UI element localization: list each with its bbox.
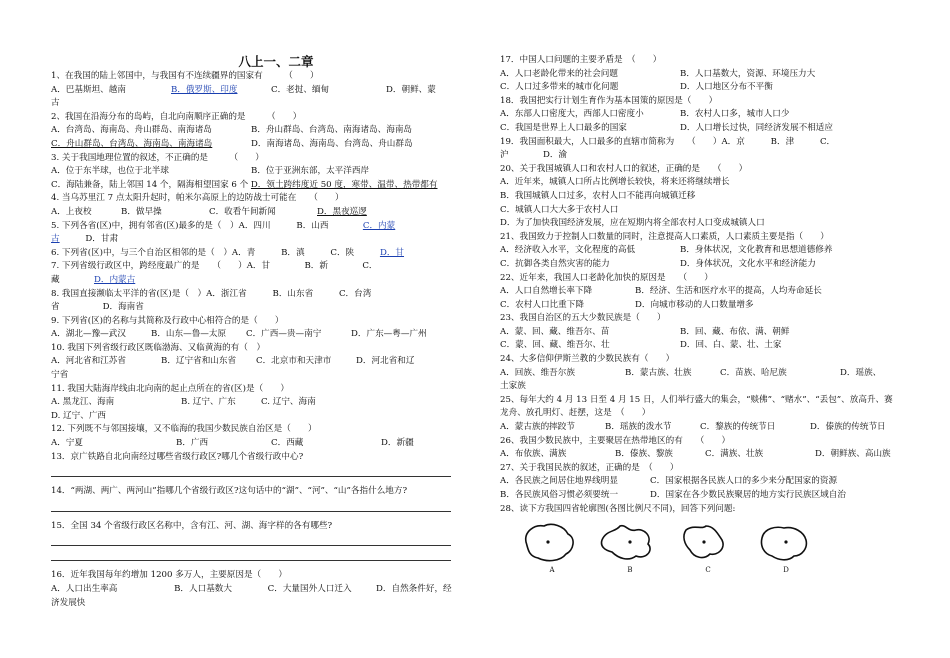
question-line: 9. 下列省(区)的名称与其简称及行政中心相符合的是（ ） [51, 315, 284, 326]
option: D．傣族的传统节日 [810, 422, 886, 433]
province-shape [761, 527, 806, 559]
question-line: 17．中国人口问题的主要矛盾是 （ ） [500, 55, 662, 65]
option-row [500, 489, 910, 503]
option: A．位于东半球，也位于北半球 [51, 166, 169, 177]
question-line: 5. 下列各省(区)中，拥有邻省(区)最多的是（ ）A．四川 B．山西 C．内蒙 [51, 220, 396, 231]
option: B．傣族、黎族 [615, 449, 673, 460]
option: B．做早操 [121, 206, 162, 217]
option: C．我国是世界上人口最多的国家 [500, 122, 627, 133]
question-line: 22、近年来，我国人口老龄化加快的原因是 （ ） [500, 272, 713, 283]
option-row [51, 396, 451, 410]
option-row [51, 84, 451, 98]
option: D．身体状况，文化水平和经济能力 [680, 258, 816, 269]
option: B．回、藏、布依、满、朝鲜 [680, 326, 790, 337]
option: A．人口出生率高 [51, 584, 118, 594]
question-line: 27、关于我国民族的叙述，正确的是 （ ） [500, 462, 679, 473]
option: A．上夜校 [51, 206, 92, 217]
question-line: D. 辽宁、广西 [51, 410, 107, 421]
option: B．人口基数大，资源、环境压力大 [680, 68, 816, 79]
option: D．南海诸岛、海南岛、台湾岛、舟山群岛 [251, 138, 413, 149]
left-questions [51, 70, 451, 610]
question-line: 15．全国 34 个省级行政区名称中，含有江、河、湖、海字样的各有哪些? [51, 520, 333, 531]
option: B. 辽宁、广东 [181, 397, 236, 408]
question-line: 23、我国自治区的五大少数民族是（ ） [500, 313, 666, 324]
question-line: 18．我国把实行计划生育作为基本国策的原因是（ ） [500, 95, 718, 106]
answer-line [51, 499, 451, 512]
option-row [500, 475, 910, 489]
option: C．老挝、缅甸 [271, 84, 330, 95]
option: C．西藏 [271, 438, 304, 449]
page-title: 八上一、二章 [238, 54, 314, 69]
option-row [500, 326, 910, 340]
question-line: 藏 D．内蒙古 [51, 274, 136, 285]
question-line: 4. 当乌苏里江 7 点太阳升起时，帕米尔高原上的边防战士可能在 （ ） [51, 193, 344, 204]
option-row [51, 355, 451, 369]
option: C．舟山群岛、台湾岛、海南岛、南海诸岛 [51, 138, 213, 149]
option: A．回族、维吾尔族 [500, 367, 575, 378]
question-line: 土家族 [500, 381, 526, 392]
province-map [598, 520, 662, 578]
option: C. 辽宁、海南 [261, 397, 316, 408]
option: A．湖北—豫—武汉 [51, 329, 126, 340]
option-row [500, 339, 910, 353]
question-line: 12. 下列既不与邻国接壤，又不临海的我国少数民族自治区是（ ） [51, 424, 317, 435]
option-row [500, 258, 910, 272]
left-column [51, 0, 451, 610]
capital-dot [546, 541, 549, 544]
option: B．舟山群岛、台湾岛、南海诸岛、海南岛 [251, 125, 413, 136]
option: A. 黑龙江、海南 [51, 397, 115, 408]
province-map [676, 520, 740, 578]
option: D．河北省和辽 [356, 356, 415, 367]
question-line: 10. 我国下列省级行政区既临渤海、又临黄海的有（ ） [51, 342, 266, 353]
question-line: 6. 下列省(区)中，与三个自治区相邻的是（ ）A．青 B．滇 C．陕 D．甘 [51, 247, 405, 258]
option: A．经济收入水平，文化程度的高低 [500, 245, 636, 256]
option: D．回、白、蒙、壮、土家 [680, 340, 782, 351]
option: C．北京市和天津市 [256, 356, 332, 367]
option: D．人口地区分布不平衡 [680, 82, 773, 93]
option: D．向城市移动的人口数量增多 [635, 299, 754, 310]
question-line: 7. 下列省级行政区中，跨经度最广的是 （ ）A．甘 B．新 C． [51, 261, 378, 272]
option: B．广西 [176, 438, 209, 449]
question-line: 宁省 [51, 370, 69, 381]
option: A．巴基斯坦、越南 [51, 84, 126, 95]
option: A．河北省和江苏省 [51, 356, 126, 367]
question-line: 11. 我国大陆海岸线由北向南的起止点所在的省(区)是（ ） [51, 383, 289, 394]
map-label: A [549, 566, 555, 575]
capital-dot [628, 541, 631, 544]
option: D．黑夜巡逻 [317, 206, 367, 217]
right-column [500, 0, 910, 578]
question-line: 8. 我国直接濒临太平洋的省(区)是（ ）A．浙江省 B．山东省 C．台湾 [51, 288, 372, 299]
option: A．蒙、回、藏、维吾尔、苗 [500, 326, 610, 337]
option-row [500, 244, 910, 258]
province-outline [676, 520, 736, 564]
question-line: 26、我国少数民族中，主要聚居在热带地区的有 （ ） [500, 435, 731, 446]
question-line: B．我国城镇人口过多，农村人口不能再向城镇迁移 [500, 190, 696, 201]
option: C．抗御各类自然灾害的能力 [500, 258, 610, 269]
province-map [520, 520, 584, 578]
question-line: C．海陆兼备，陆上邻国 14 个，隔海相望国家 6 个 D．领土跨纬度近 50 度，寒带、温带、热带都有 [51, 179, 438, 190]
option-row [500, 81, 910, 95]
option: A．蒙古族的摔跤节 [500, 422, 575, 433]
question-line: 济发展快 [51, 597, 86, 608]
option-row [500, 421, 910, 435]
option: B．位于亚洲东部，太平洋西岸 [251, 166, 370, 177]
option: C．满族、壮族 [705, 449, 764, 460]
capital-dot [784, 541, 787, 544]
option: B．蒙古族、壮族 [625, 367, 692, 378]
option: D．国家在各少数民族聚居的地方实行民族区域自治 [650, 490, 846, 500]
map-label: B [627, 566, 633, 575]
option: A．东部人口密度大，西部人口密度小 [500, 109, 644, 120]
option: C．蒙、回、藏、维吾尔、壮 [500, 340, 610, 351]
option: A．布依族、满族 [500, 449, 567, 460]
question-line: 1、在我国的陆上邻国中，与我国有不连续疆界的国家有 （ ） [51, 71, 319, 81]
option: A．人口自然增长率下降 [500, 286, 593, 297]
option: B．人口基数大 [174, 584, 232, 594]
option: C．农村人口比重下降 [500, 299, 584, 310]
option: D．自然条件好，经 [376, 584, 452, 594]
option: D．朝鲜族、高山族 [815, 449, 891, 460]
option: B．各民族风俗习惯必须要统一 [500, 490, 619, 500]
option: D．朝鲜、蒙 [386, 84, 436, 95]
province-outline [520, 520, 580, 564]
question-line: 28、读下方我国四省轮廓图(各图比例尺不同)，回答下列问题: [500, 503, 736, 514]
option: B．辽宁省和山东省 [161, 356, 237, 367]
option: D．广东—粤—广州 [351, 329, 427, 340]
question-line: 24、大多信仰伊斯兰教的少数民族有（ ） [500, 354, 675, 365]
question-line: 20、关于我国城镇人口和农村人口的叙述，正确的是 （ ） [500, 163, 748, 174]
province-map [754, 520, 818, 578]
province-outline [598, 520, 658, 564]
question-line: 2、我国在沿海分布的岛屿，自北向南顺序正确的是 （ ） [51, 111, 302, 122]
question-line: 13．京广铁路自北向南经过哪些省级行政区?哪几个省级行政中心? [51, 451, 304, 462]
question-line: C．城镇人口大大多于农村人口 [500, 204, 619, 215]
option-row [500, 122, 910, 136]
question-line: 19．我国面积最大，人口最多的直辖市简称为 （ ）A．京 B．津 C． [500, 136, 836, 147]
question-line: 14．“两湖、两广、两河山”指哪几个省级行政区?这句话中的“湖”、“河”、“山”各指什么地方? [51, 486, 408, 497]
option: A．人口老龄化带来的社会问题 [500, 68, 618, 79]
option-row [500, 108, 910, 122]
question-line: 古 [51, 98, 60, 109]
answer-line [51, 548, 451, 561]
capital-dot [702, 541, 705, 544]
map-label: C [705, 566, 711, 575]
option-row [51, 328, 451, 342]
option: C．广西—贵—南宁 [246, 329, 322, 340]
option: A．各民族之间居住地界线明显 [500, 476, 618, 487]
question-line: 沪 D．渝 [500, 150, 568, 161]
option: A．台湾岛、海南岛、舟山群岛、南海诸岛 [51, 125, 212, 136]
option: C．人口过多带来的城市化问题 [500, 82, 619, 93]
option: B．俄罗斯、印度 [171, 84, 238, 95]
option: B．身体状况，文化教育和思想道德修养 [680, 245, 833, 256]
option-row [51, 124, 451, 138]
option-row [500, 299, 910, 313]
option: B．农村人口多，城市人口少 [680, 109, 790, 120]
map-label: D [783, 566, 789, 575]
option-row [500, 448, 910, 462]
option-row [51, 206, 451, 220]
option: C．国家根据各民族人口的多少来分配国家的资源 [650, 476, 838, 487]
option: C．黎族的传统节日 [700, 422, 776, 433]
option-row [500, 68, 910, 82]
option-row [51, 165, 451, 179]
option: C．大量国外人口迁入 [267, 584, 352, 594]
option: B．山东—鲁—太原 [151, 329, 227, 340]
question-line: A．近年来，城镇人口所占比例增长较快，将来还将继续增长 [500, 177, 730, 188]
option: D．瑶族、 [840, 367, 882, 378]
question-line: 省 D．海南省 [51, 302, 144, 313]
right-questions [500, 54, 910, 516]
answer-line [51, 533, 451, 546]
question-line: 古 D．甘肃 [51, 234, 119, 245]
option-row [500, 285, 910, 299]
option: A．宁夏 [51, 438, 83, 449]
option: B．经济、生活和医疗水平的提高，人均寿命延长 [635, 286, 822, 297]
question-line: 25、每年大约 4 月 13 日至 4 月 15 日，人们举行盛大的集会，“赕佛”、“赌水”、“丢包”、放高升、赛 [500, 394, 893, 405]
province-outline-maps [520, 520, 910, 578]
option-row [500, 367, 910, 381]
question-line: D．为了加快我国经济发展，应在短期内将全部农村人口变成城镇人口 [500, 218, 765, 229]
option: D．人口增长过快，同经济发展不相适应 [680, 122, 833, 133]
option-row [51, 138, 451, 152]
province-outline [754, 520, 814, 564]
option-row [51, 437, 451, 451]
question-line: 16．近年我国每年约增加 1200 多万人，主要原因是（ ） [51, 570, 287, 581]
province-shape [601, 526, 650, 559]
option: B．瑶族的泼水节 [605, 422, 672, 433]
option: C．苗族、哈尼族 [720, 367, 787, 378]
option: C．收看午间新闻 [209, 206, 276, 217]
question-line: 3. 关于我国地理位置的叙述，不正确的是 （ ） [51, 152, 264, 163]
option: D．新疆 [381, 438, 414, 449]
question-line: 龙舟、放孔明灯、赶摆，这是 （ ） [500, 408, 651, 419]
option-row [51, 583, 451, 597]
answer-line [51, 464, 451, 477]
question-line: 21、我国致力于控制人口数量的同时，注意提高人口素质，人口素质主要是指（ ） [500, 231, 829, 242]
